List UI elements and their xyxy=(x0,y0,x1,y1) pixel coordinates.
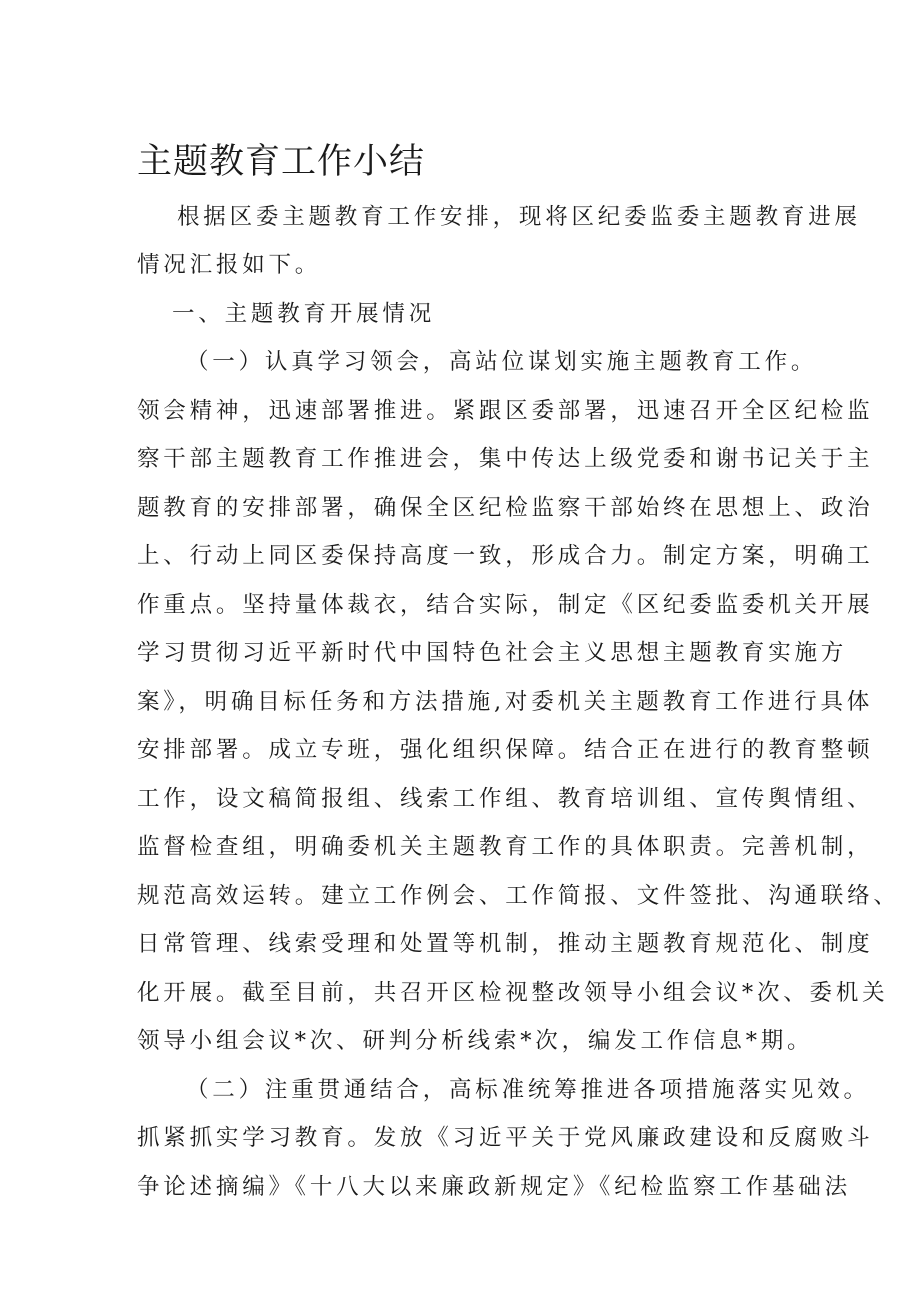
paragraph-line: 题教育的安排部署，确保全区纪检监察干部始终在思想上、政治 xyxy=(137,495,874,521)
subsection-heading: （二）注重贯通结合，高标准统筹推进各项措施落实见效。 xyxy=(186,1077,870,1103)
paragraph-line: 领导小组会议*次、研判分析线索*次，编发工作信息*期。 xyxy=(137,1028,814,1054)
paragraph-line: 工作，设文稿简报组、线索工作组、教育培训组、宣传舆情组、 xyxy=(137,786,874,812)
paragraph-line: 案》，明确目标任务和方法措施,对委机关主题教育工作进行具体 xyxy=(137,689,874,715)
paragraph-line: 上、行动上同区委保持高度一致，形成合力。制定方案，明确工 xyxy=(137,543,874,569)
section-heading: 一、主题教育开展情况 xyxy=(172,301,436,327)
paragraph-line: 领会精神，迅速部署推进。紧跟区委部署，迅速召开全区纪检监 xyxy=(137,398,874,424)
intro-line-2: 情况汇报如下。 xyxy=(137,252,322,278)
document-title: 主题教育工作小结 xyxy=(137,142,426,182)
paragraph-line: 作重点。坚持量体裁衣，结合实际，制定《区纪委监委机关开展 xyxy=(137,592,874,618)
subsection-heading: （一）认真学习领会，高站位谋划实施主题教育工作。 xyxy=(186,349,818,375)
paragraph-line: 争论述摘编》《十八大以来廉政新规定》《纪检监察工作基础法 xyxy=(137,1174,851,1200)
paragraph-line: 察干部主题教育工作推进会，集中传达上级党委和谢书记关于主 xyxy=(137,446,874,472)
paragraph-line: 学习贯彻习近平新时代中国特色社会主义思想主题教育实施方 xyxy=(137,640,848,666)
paragraph-line: 抓紧抓实学习教育。发放《习近平关于党风廉政建设和反腐败斗 xyxy=(137,1125,874,1151)
paragraph-line: 规范高效运转。建立工作例会、工作简报、文件签批、沟通联络、 xyxy=(137,883,900,909)
paragraph-line: 监督检查组，明确委机关主题教育工作的具体职责。完善机制， xyxy=(137,834,874,860)
paragraph-line: 日常管理、线索受理和处置等机制，推动主题教育规范化、制度 xyxy=(137,931,874,957)
paragraph-line: 化开展。截至目前，共召开区检视整改领导小组会议*次、委机关 xyxy=(137,980,889,1006)
intro-line-1: 根据区委主题教育工作安排，现将区纪委监委主题教育进展 xyxy=(177,204,861,230)
paragraph-line: 安排部署。成立专班，强化组织保障。结合正在进行的教育整顿 xyxy=(137,737,874,763)
